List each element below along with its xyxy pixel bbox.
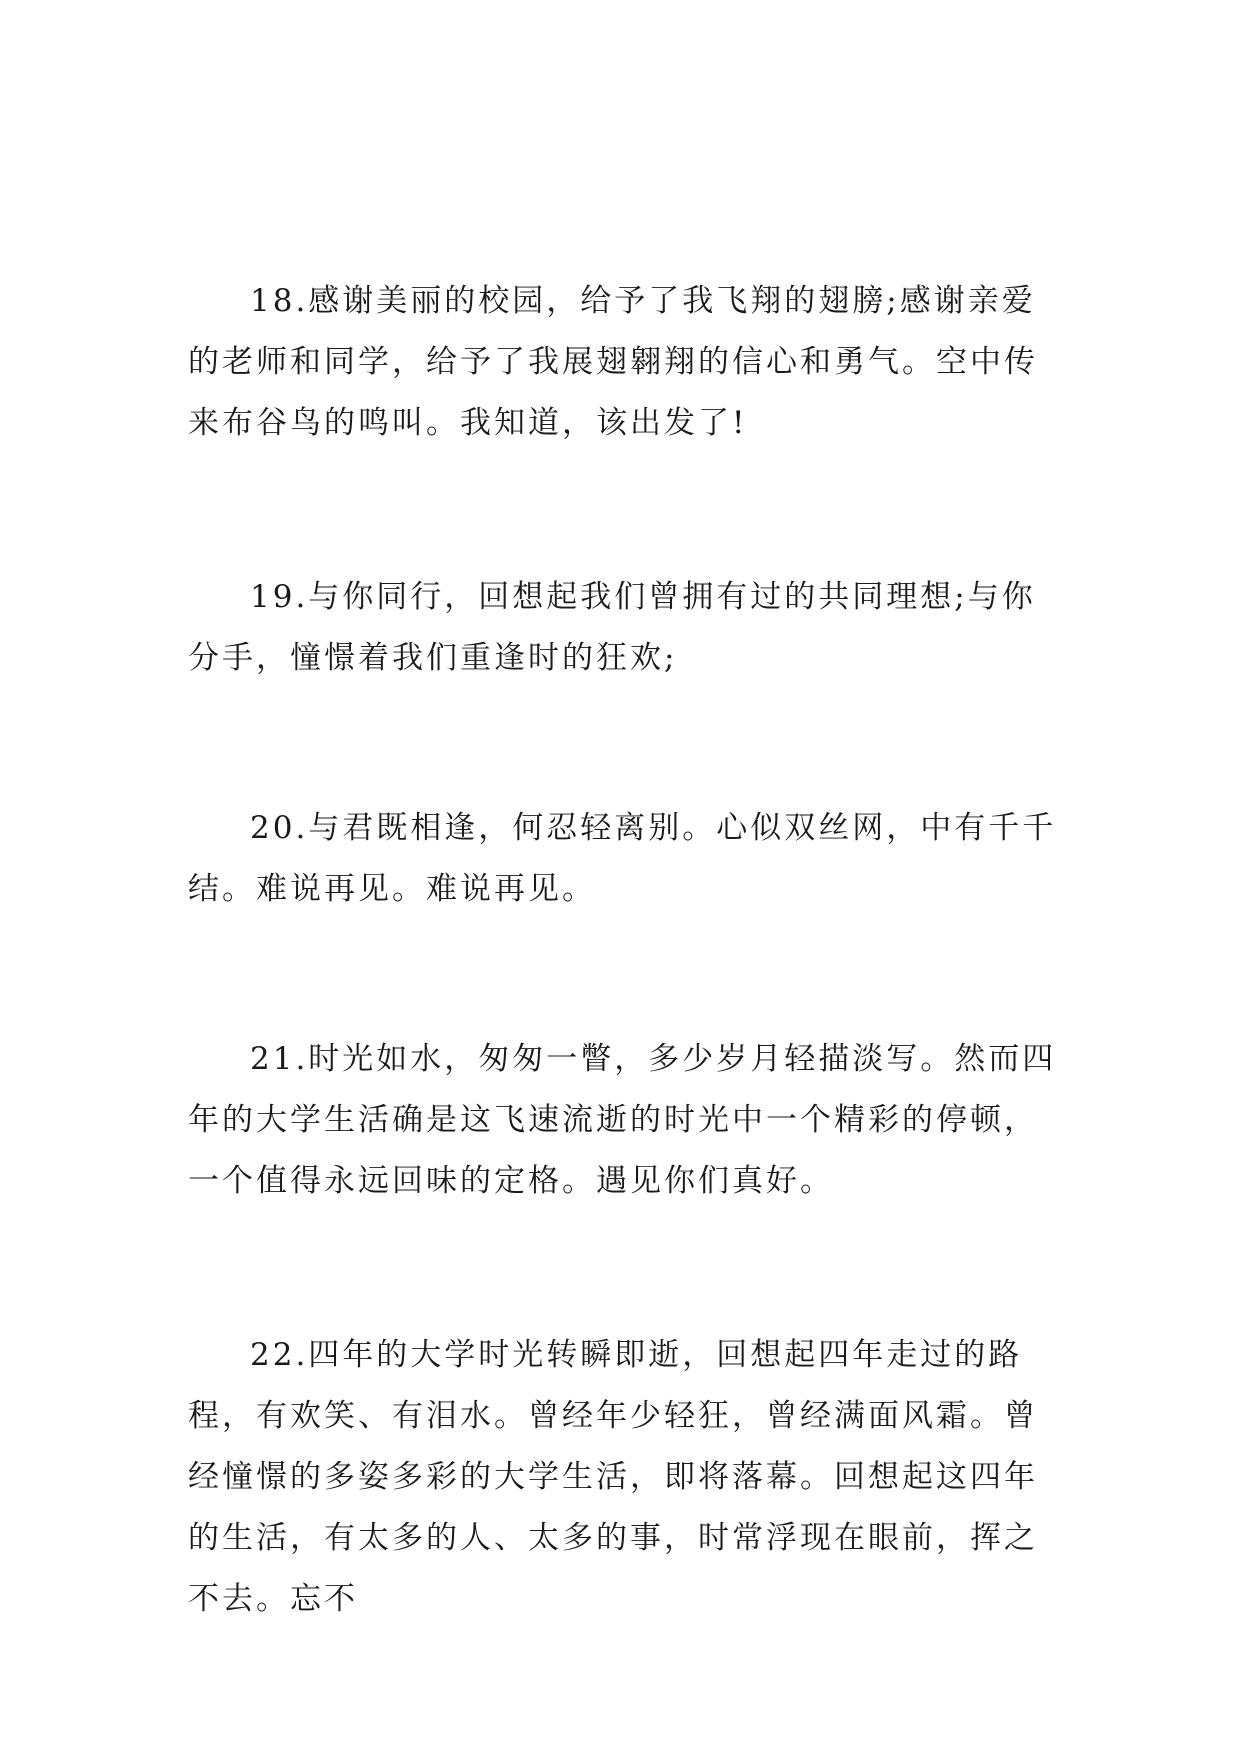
paragraph-20: 20.与君既相逢，何忍轻离别。心似双丝网，中有千千结。难说再见。难说再见。 xyxy=(188,810,1057,907)
paragraph-18: 18.感谢美丽的校园，给予了我飞翔的翅膀;感谢亲爱的老师和同学，给予了我展翅翱翔的信心和勇气。空中传来布谷鸟的鸣叫。我知道，该出发了! xyxy=(188,283,1038,441)
paragraph-19: 19.与你同行，回想起我们曾拥有过的共同理想;与你分手，憧憬着我们重逢时的狂欢; xyxy=(188,579,1036,676)
paragraph-22: 22.四年的大学时光转瞬即逝，回想起四年走过的路程，有欢笑、有泪水。曾经年少轻狂，曾经满面风霜。曾经憧憬的多姿多彩的大学生活，即将落幕。回想起这四年的生活，有太多的人、太多的事，时常浮现在眼前，挥之不去。忘不 xyxy=(188,1337,1038,1617)
paragraph-21: 21.时光如水，匆匆一瞥，多少岁月轻描淡写。然而四年的大学生活确是这飞速流逝的时光中一个精彩的停顿，一个值得永远回味的定格。遇见你们真好。 xyxy=(188,1041,1057,1199)
